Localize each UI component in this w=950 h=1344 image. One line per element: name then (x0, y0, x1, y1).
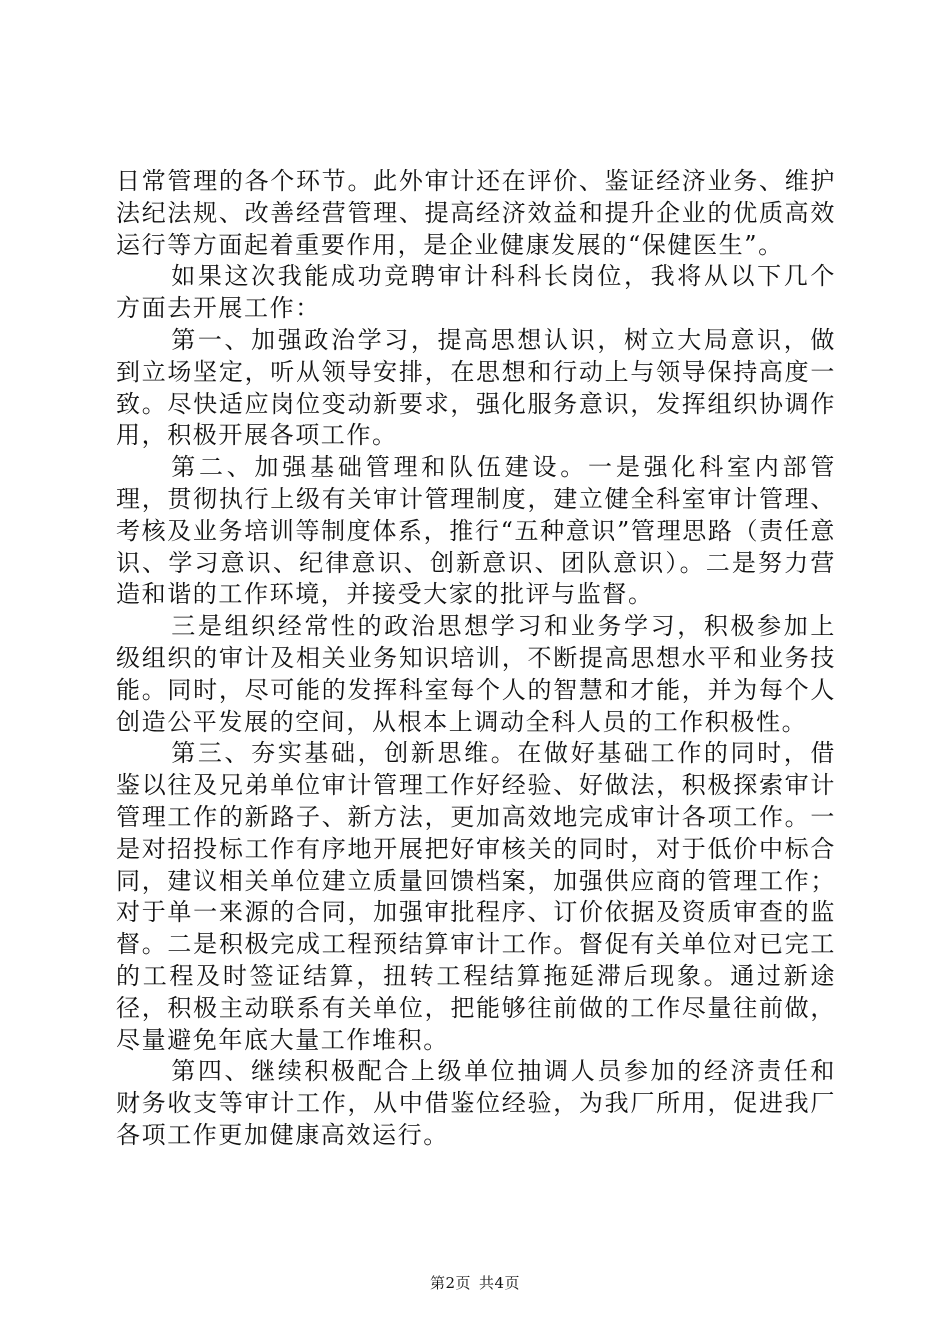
paragraph-4: 第二、加强基础管理和队伍建设。一是强化科室内部管理，贯彻执行上级有关审计管理制度，建立健全科室审计管理、考核及业务培训等制度体系，推行“五种意识”管理思路（责任意识、学习意识、纪律意识、创新意识、团队意识）。二是努力营造和谐的工作环境，并接受大家的批评与监督。 (116, 453, 836, 609)
document-body (116, 166, 836, 1152)
paragraph-6: 第三、夯实基础，创新思维。在做好基础工作的同时，借鉴以往及兄弟单位审计管理工作好经验、好做法，积极探索审计管理工作的新路子、新方法，更加高效地完成审计各项工作。一是对招投标工作有序地开展把好审核关的同时，对于低价中标合同，建议相关单位建立质量回馈档案，加强供应商的管理工作；对于单一来源的合同，加强审批程序、订价依据及资质审查的监督。二是积极完成工程预结算审计工作。督促有关单位对已完工的工程及时签证结算，扭转工程结算拖延滞后现象。通过新途径，积极主动联系有关单位，把能够往前做的工作尽量往前做，尽量避免年底大量工作堆积。 (116, 739, 836, 1054)
paragraph-3: 第一、加强政治学习，提高思想认识，树立大局意识，做到立场坚定，听从领导安排，在思想和行动上与领导保持高度一致。尽快适应岗位变动新要求，强化服务意识，发挥组织协调作用，积极开展各项工作。 (116, 325, 836, 450)
page-number: 第2页 (429, 1274, 471, 1292)
paragraph-2: 如果这次我能成功竞聘审计科科长岗位，我将从以下几个方面去开展工作： (116, 262, 836, 323)
page-footer (0, 1272, 950, 1293)
paragraph-1: 日常管理的各个环节。此外审计还在评价、鉴证经济业务、维护法纪法规、改善经营管理、提高经济效益和提升企业的优质高效运行等方面起着重要作用，是企业健康发展的“保健医生”。 (116, 167, 836, 259)
page-total: 共4页 (479, 1274, 521, 1292)
paragraph-7: 第四、继续积极配合上级单位抽调人员参加的经济责任和财务收支等审计工作，从中借鉴位经验，为我厂所用，促进我厂各项工作更加健康高效运行。 (116, 1057, 836, 1149)
paragraph-5: 三是组织经常性的政治思想学习和业务学习，积极参加上级组织的审计及相关业务知识培训，不断提高思想水平和业务技能。同时，尽可能的发挥科室每个人的智慧和才能，并为每个人创造公平发展的空间，从根本上调动全科人员的工作积极性。 (116, 612, 836, 736)
